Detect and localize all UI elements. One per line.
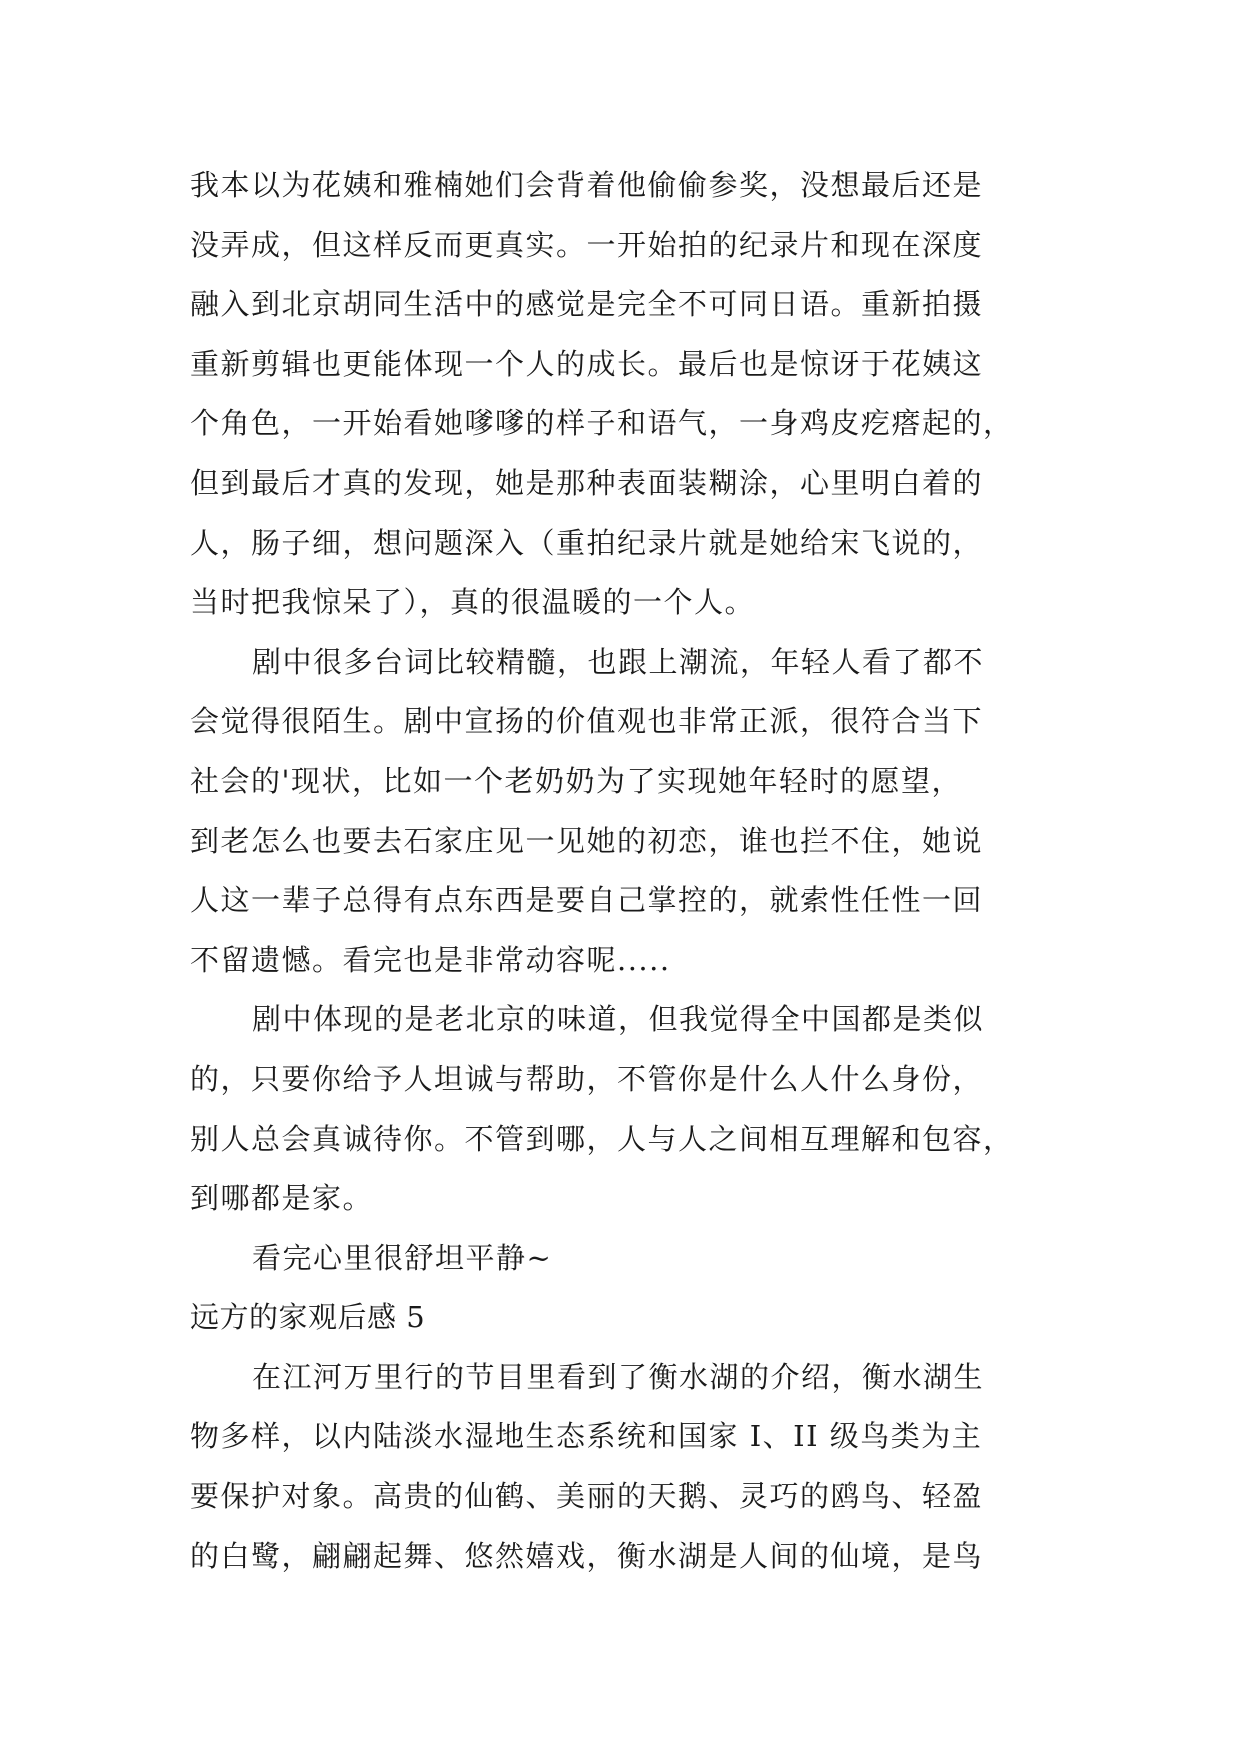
- paragraph-start-line: 剧中体现的是老北京的味道，但我觉得全中国都是类似: [252, 1002, 985, 1037]
- text-line: 会觉得很陌生。剧中宣扬的价值观也非常正派，很符合当下: [190, 704, 984, 739]
- paragraph-start-line: 看完心里很舒坦平静~: [252, 1240, 553, 1275]
- text-line: 人这一辈子总得有点东西是要自己掌控的，就索性任性一回: [190, 883, 984, 918]
- text-line: 没弄成，但这样反而更真实。一开始拍的纪录片和现在深度: [190, 227, 984, 262]
- text-line: 我本以为花姨和雅楠她们会背着他偷偷参奖，没想最后还是: [190, 168, 984, 202]
- text-line: 的，只要你给予人坦诚与帮助，不管你是什么人什么身份，: [190, 1061, 984, 1096]
- text-line: 要保护对象。高贵的仙鹤、美丽的天鹅、灵巧的鸥鸟、轻盈: [190, 1479, 984, 1514]
- text-line: 人，肠子细，想问题深入（重拍纪录片就是她给宋飞说的，: [190, 525, 984, 560]
- paragraph-start-line: 剧中很多台词比较精髓，也跟上潮流，年轻人看了都不: [252, 644, 985, 679]
- text-line: 社会的'现状，比如一个老奶奶为了实现她年轻时的愿望，: [190, 763, 962, 798]
- text-line: 不留遗憾。看完也是非常动容呢.....: [190, 942, 671, 977]
- text-line: 物多样，以内陆淡水湿地生态系统和国家 I、II 级鸟类为主: [190, 1419, 983, 1454]
- text-line: 到老怎么也要去石家庄见一见她的初恋，谁也拦不住，她说: [190, 823, 984, 858]
- text-line: 重新剪辑也更能体现一个人的成长。最后也是惊讶于花姨这: [190, 346, 984, 381]
- text-line: 融入到北京胡同生活中的感觉是完全不可同日语。重新拍摄: [190, 287, 984, 322]
- text-line: 的白鹭，翩翩起舞、悠然嬉戏，衡水湖是人间的仙境，是鸟: [190, 1538, 984, 1573]
- text-line: 当时把我惊呆了），真的很温暖的一个人。: [190, 585, 756, 620]
- text-line: 别人总会真诚待你。不管到哪，人与人之间相互理解和包容，: [190, 1121, 1014, 1156]
- document-body: [190, 156, 1070, 1586]
- text-line: 个角色，一开始看她嗲嗲的样子和语气，一身鸡皮疙瘩起的，: [190, 406, 1014, 441]
- text-line: 到哪都是家。: [190, 1181, 374, 1216]
- paragraph-start-line: 在江河万里行的节目里看到了衡水湖的介绍，衡水湖生: [252, 1359, 985, 1394]
- text-line: 但到最后才真的发现，她是那种表面装糊涂，心里明白着的: [190, 465, 984, 500]
- section-heading: 远方的家观后感 5: [190, 1300, 426, 1335]
